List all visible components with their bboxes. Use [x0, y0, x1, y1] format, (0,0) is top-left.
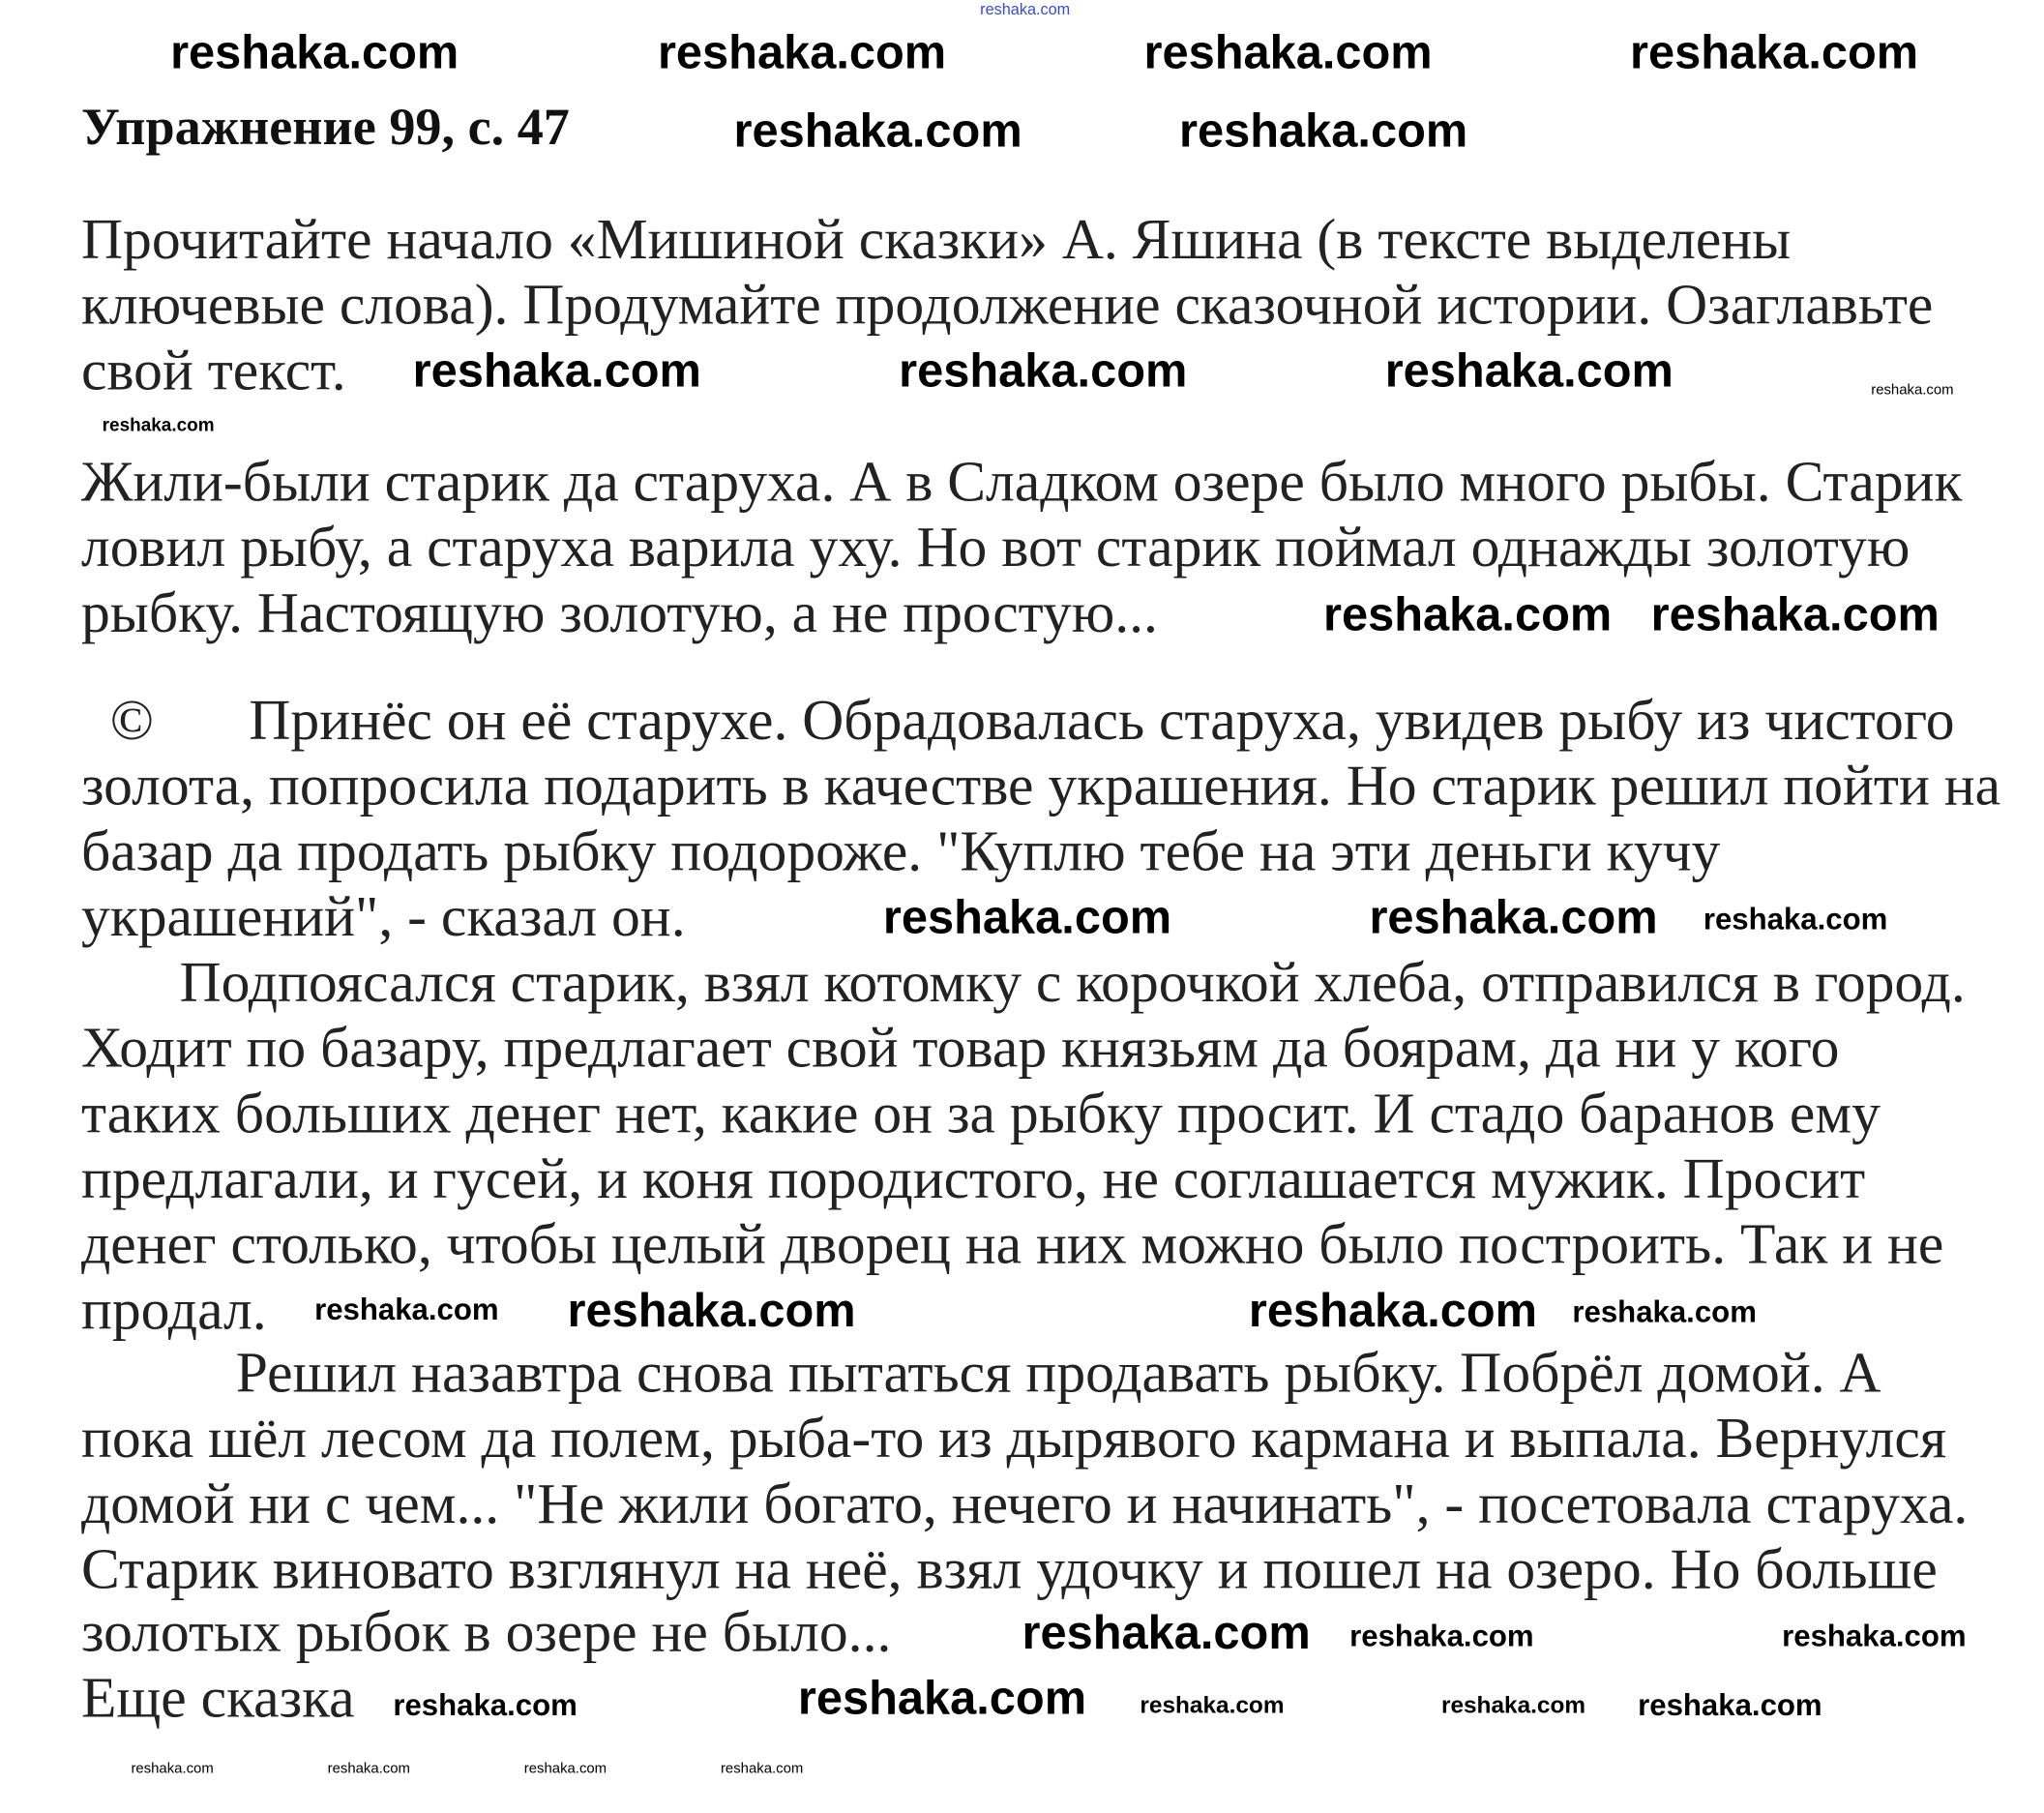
watermark: reshaka.com: [1022, 1605, 1311, 1659]
story-line: ловил рыбу, а старуха варила уху. Но вот старик поймал однажды золотую: [80, 515, 1911, 580]
exercise-title: Упражнение 99, с. 47: [80, 97, 570, 157]
more-tales-link[interactable]: Еще сказка: [80, 1665, 355, 1730]
watermark: reshaka.com: [1572, 1294, 1757, 1329]
story-line: таких больших денег нет, какие он за рыбку просит. И стадо баранов ему: [80, 1081, 1881, 1145]
watermark: reshaka.com: [1384, 342, 1674, 398]
story-line: рыбку. Настоящую золотую, а не простую...: [80, 580, 1158, 645]
story-line: Старик виновато взглянул на неё, взял удочку и пошел на озеро. Но больше: [80, 1536, 1938, 1602]
watermark: reshaka.com: [1143, 24, 1433, 79]
story-line: золотых рыбок в озере не было...: [80, 1599, 892, 1665]
task-line: ключевые слова). Продумайте продолжение сказочной истории. Озаглавьте: [80, 272, 1934, 338]
watermark: reshaka.com: [327, 1761, 410, 1777]
watermark: reshaka.com: [1629, 24, 1919, 79]
task-line: Прочитайте начало «Мишиной сказки» А. Яшина (в тексте выделены: [80, 207, 1792, 272]
watermark: reshaka.com: [393, 1687, 578, 1722]
watermark: reshaka.com: [1871, 382, 1954, 399]
story-line: Принёс он её старухе. Обрадовалась старуха, увидев рыбу из чистого: [249, 688, 1955, 753]
story-line: денег столько, чтобы целый дворец на них можно было построить. Так и не: [80, 1211, 1944, 1277]
watermark: reshaka.com: [1179, 104, 1468, 158]
watermark: reshaka.com: [1440, 1691, 1586, 1718]
watermark: reshaka.com: [1248, 1283, 1538, 1337]
story-line: предлагали, и гусей, и коня породистого, не соглашается мужик. Просит: [80, 1146, 1866, 1211]
watermark: reshaka.com: [102, 414, 215, 435]
watermark: reshaka.com: [882, 889, 1172, 944]
watermark: reshaka.com: [567, 1283, 856, 1337]
story-line: Жили-были старик да старуха. А в Сладком озере было много рыбы. Старик: [80, 449, 1963, 514]
watermark: reshaka.com: [523, 1761, 607, 1777]
watermark: reshaka.com: [314, 1292, 499, 1326]
watermark: reshaka.com: [1369, 889, 1658, 944]
story-line: Ходит по базару, предлагает свой товар князьям да боярам, да ни у кого: [80, 1015, 1840, 1081]
header-watermark[interactable]: reshaka.com: [980, 0, 1071, 18]
watermark: reshaka.com: [1782, 1618, 1967, 1653]
watermark: reshaka.com: [1323, 586, 1613, 641]
watermark: reshaka.com: [1140, 1691, 1285, 1718]
watermark: reshaka.com: [899, 342, 1188, 398]
watermark: reshaka.com: [412, 342, 701, 398]
story-line: Решил назавтра снова пытаться продавать рыбку. Побрёл домой. А: [235, 1340, 1881, 1406]
task-line: свой текст.: [80, 338, 346, 402]
watermark: reshaka.com: [720, 1761, 804, 1777]
watermark: reshaka.com: [1638, 1687, 1822, 1722]
story-line: украшений", - сказал он.: [80, 884, 686, 949]
copyright-sign: ©: [109, 688, 155, 753]
watermark: reshaka.com: [657, 24, 947, 79]
watermark: reshaka.com: [170, 24, 459, 79]
watermark: reshaka.com: [733, 104, 1022, 158]
story-line: базар да продать рыбку подороже. "Куплю тебе на эти деньги кучу: [80, 818, 1721, 883]
story-line: Подпоясался старик, взял котомку с корочкой хлеба, отправился в город.: [179, 950, 1966, 1015]
watermark: reshaka.com: [1703, 901, 1888, 936]
story-line: домой ни с чем... "Не жили богато, нечего и начинать", - посетовала старуха.: [80, 1471, 1969, 1536]
watermark: reshaka.com: [131, 1761, 214, 1777]
watermark: reshaka.com: [797, 1670, 1087, 1725]
watermark: reshaka.com: [1349, 1618, 1534, 1653]
story-line: пока шёл лесом да полем, рыба-то из дырявого кармана и выпала. Вернулся: [80, 1406, 1947, 1471]
watermark: reshaka.com: [1650, 586, 1940, 641]
story-line: золота, попросила подарить в качестве украшения. Но старик решил пойти на: [80, 753, 2001, 818]
story-line: продал.: [80, 1277, 267, 1343]
